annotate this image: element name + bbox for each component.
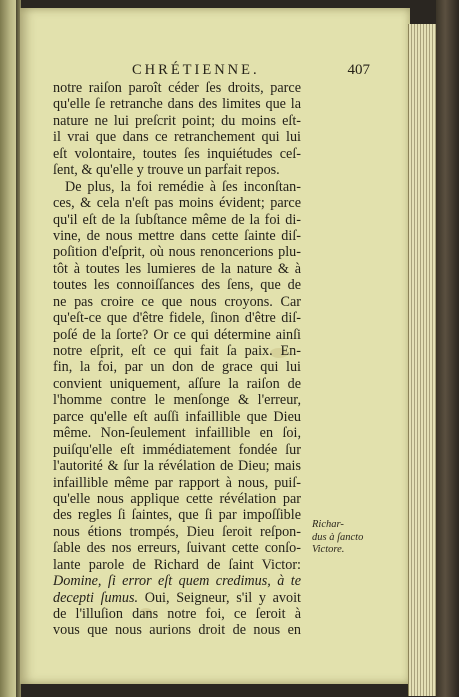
margin-note-line: dus à ſancto (312, 531, 364, 543)
page-number: 407 (347, 62, 370, 78)
running-title: CHRÉTIENNE. (132, 62, 260, 78)
text-line: ſent, & qu'elle y trouve un parfait repos. (53, 162, 280, 179)
text-line: notre eſprit, eſt ce qui fait ſa paix. En- (53, 343, 301, 359)
text-line: De plus, la foi remédie à ſes inconſtan- (65, 178, 301, 195)
text-line: qu'elle nous applique cette révélation par (53, 490, 301, 507)
previous-page-edge (0, 0, 17, 697)
text-line: vine, de nous mettre dans cette ſainte diſ- (53, 227, 301, 244)
text-line: qu'elle ſe retranche dans des limites que la (53, 96, 301, 113)
text-line: fin, la foi, par un don de grace qui lui (53, 359, 301, 376)
latin-quote-end: decepti ſumus. (53, 589, 139, 606)
text-line: notre raiſon paroît céder ſes droits, parce (53, 80, 301, 96)
margin-note-line: Victore. (312, 544, 345, 555)
text-line: l'autorité & ſur la révélation de Dieu; mais (53, 458, 301, 475)
text-line: qu'eſt-ce que d'être fidele, ſinon d'être diſ- (53, 310, 301, 327)
text-line: puiſqu'elle eſt immédiatement fondée ſur (53, 441, 301, 458)
book-cover (436, 0, 459, 697)
text-line: convient uniquement, aſſure la raiſon de (53, 375, 301, 392)
text-line: toutes les connoiſſances des ſens, que de (53, 277, 301, 294)
text-line: même. Non-ſeulement infaillible en ſoi, (53, 425, 301, 442)
text-line: poſition d'eſprit, où nous renoncerions plu- (53, 244, 301, 261)
text-line: ces, & cela n'eſt pas moins évident; parce (53, 195, 301, 212)
margin-note-line: Richar- (312, 519, 344, 530)
text-line: poſé de la ſorte? Or ce qui détermine ainſi (53, 326, 301, 343)
text-line-continuation: Oui, Seigneur, s'il y avoit (138, 589, 301, 606)
text-line: lante parole de Richard de ſaint Victor: (53, 556, 301, 573)
text-line: infaillible même par rapport à nous, puiſ- (53, 474, 301, 491)
text-line: ne pas croire ce que nous croyons. Car (53, 293, 301, 310)
text-line: des regles ſi ſaintes, que ſi par impoſſible (53, 507, 301, 524)
margin-note (312, 519, 372, 557)
text-line (53, 590, 301, 606)
text-line: de l'illuſion dans notre foi, ce ſeroit à (53, 606, 301, 622)
text-line: l'homme contre le menſonge & l'erreur, (53, 392, 301, 409)
text-line: parce qu'elle eſt auſſi infaillible que Dieu (53, 408, 301, 425)
text-line: il vrai que dans ce retranchement qui lui (53, 129, 301, 146)
text-line: nous étions trompés, Dieu ſeroit reſpon- (53, 523, 301, 540)
latin-quote-line: Domine, ſi error eſt quem credimus, à te (53, 573, 301, 590)
page-stack-edges (408, 24, 439, 696)
text-line: vous que nous aurions droit de nous en (53, 622, 301, 639)
text-line: qu'il eſt de la ſubſtance même de la foi di- (53, 211, 301, 228)
page-header (100, 62, 370, 82)
text-line: eſt volontaire, toutes ſes inquiétudes ceſ- (53, 145, 301, 162)
body-text (53, 80, 301, 639)
text-line: nature ne lui preſcrit point; du moins eſt- (53, 112, 301, 129)
text-line: ſable des nos erreurs, ſuivant cette conſo- (53, 540, 301, 557)
text-line: tôt à toutes les lumieres de la nature & à (53, 260, 301, 277)
